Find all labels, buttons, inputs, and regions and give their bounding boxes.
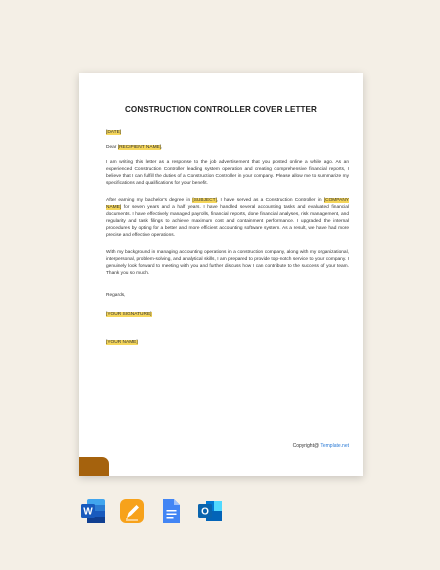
subject-placeholder: [SUBJECT]	[192, 198, 217, 203]
closing: Regards,	[106, 293, 126, 298]
paragraph-3: With my background in managing accounting operations in a construction company, along with my organizational, interpersonal, problem-solving, and analytical skills, I am prepared to provide top-notch service to your company. I genuinely look forward to meeting with you and further discuss how I can contribute to the success of your team. Thank you so much.	[106, 250, 349, 276]
salutation-suffix: ,	[161, 145, 163, 150]
outlook-letter: O	[201, 506, 209, 518]
date-line	[106, 129, 349, 136]
recipient-placeholder: [RECIPIENT NAME]	[117, 145, 162, 150]
outlook-icon[interactable]	[196, 497, 224, 525]
copyright-text: Copyright@	[292, 443, 321, 449]
name-placeholder: [YOUR NAME]	[106, 340, 138, 345]
company-placeholder: [COMPANY NAME]	[106, 198, 349, 210]
corner-accent	[79, 457, 109, 476]
p2-part1: After earning my bachelor's degree in	[106, 198, 193, 203]
paragraph-1: I am writing this letter as a response to the job advertisement that you posted online a while ago. As an experienced Construction Controller leading system operation and creating comprehensive financial reports, I believe that I can fulfill the duties of a Construction Controller in your company. Please allow me to summarize my specifications and qualifications for your benefit.	[106, 160, 349, 186]
salutation-prefix: Dear	[106, 145, 118, 150]
template-link[interactable]: Template.net	[320, 443, 349, 449]
signature-placeholder: [YOUR SIGNATURE]	[106, 312, 152, 317]
p2-part3: for seven years and a half years. I have handled several accounting tasks and evaluated financial documents. I have effectively managed payrolls, financial reports, done financial analyses, risk management, and regularity and task filings to achieve maximum cost and containment performance. I upgraded the internal procedures by opting for a better and more efficient accounting software system. As a result, we have had more precise and effective operations.	[106, 205, 349, 238]
copyright-footer	[293, 443, 349, 449]
word-icon[interactable]	[79, 497, 107, 525]
document-title: CONSTRUCTION CONTROLLER COVER LETTER	[124, 105, 317, 114]
p2-part2: , I have served as a Construction Controller in	[216, 198, 324, 203]
salutation	[106, 144, 349, 151]
pages-icon[interactable]	[118, 497, 146, 525]
signature-line	[106, 311, 349, 318]
google-docs-icon[interactable]	[157, 497, 185, 525]
name-line	[106, 339, 349, 346]
document-page	[79, 73, 363, 476]
word-letter: W	[83, 506, 93, 518]
date-placeholder: [DATE]	[106, 130, 122, 135]
paragraph-2	[106, 197, 349, 239]
